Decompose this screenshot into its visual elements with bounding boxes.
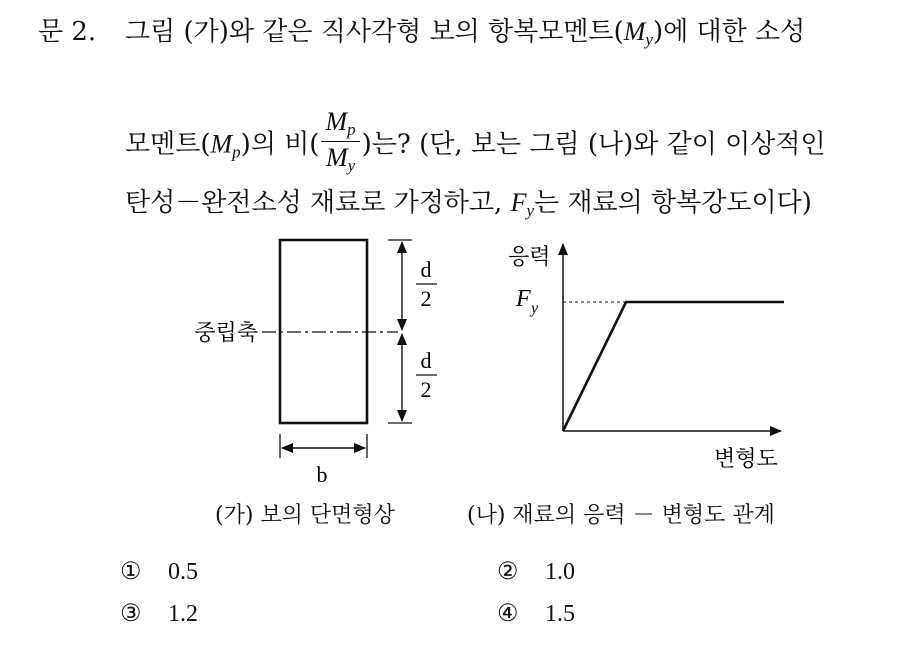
denominator-symbol: M (325, 143, 348, 172)
question-text: 는 재료의 항복강도이다) (534, 188, 812, 218)
yield-stress-subscript: y (531, 300, 539, 317)
question-text: )에 대한 소성 (652, 17, 806, 47)
upper-d-label: d (420, 257, 432, 282)
option-3-value: 1.2 (168, 601, 198, 627)
option-3-mark: ③ (120, 601, 142, 627)
plastic-moment-symbol: M (210, 129, 233, 159)
yield-strength-symbol: F (510, 188, 527, 217)
elastic-perfectly-plastic-curve (563, 302, 784, 431)
strain-axis-label: 변형도 (714, 447, 778, 472)
figure-b-stress-strain (508, 244, 784, 472)
upper-two-label: 2 (420, 286, 432, 311)
option-4-mark: ④ (497, 601, 519, 627)
stress-axis-label: 응력 (508, 245, 551, 270)
yield-stress-symbol: F (516, 286, 531, 312)
numerator-subscript: p (347, 120, 356, 139)
option-2-mark: ② (497, 559, 519, 585)
figure-b-caption: (나) 재료의 응력 － 변형도 관계 (467, 503, 775, 528)
figure-a-caption: (가) 보의 단면형상 (215, 503, 395, 528)
yield-strength-subscript: y (526, 201, 535, 220)
question-number: 문 2. (38, 17, 97, 47)
option-1[interactable] (120, 557, 198, 586)
option-2[interactable] (497, 557, 575, 586)
width-label: b (316, 462, 328, 487)
lower-d-label: d (420, 348, 432, 373)
option-3[interactable] (120, 599, 198, 628)
numerator-symbol: M (325, 107, 348, 136)
figure-a-cross-section (194, 240, 437, 487)
question-text: 그림 (가)와 같은 직사각형 보의 항복모멘트( (125, 17, 624, 47)
yield-moment-subscript: y (645, 30, 653, 49)
denominator-subscript: y (347, 156, 356, 175)
plastic-moment-subscript: p (232, 142, 241, 162)
lower-two-label: 2 (420, 377, 432, 402)
option-4[interactable] (497, 599, 575, 628)
neutral-axis-label: 중립축 (194, 321, 258, 346)
option-1-mark: ① (120, 559, 142, 585)
question-text: 탄성－완전소성 재료로 가정하고, (125, 188, 511, 218)
question-text: )의 비( (240, 129, 320, 160)
question-text: )는? (단, 보는 그림 (나)와 같이 이상적인 (361, 129, 826, 160)
option-1-value: 0.5 (168, 559, 198, 585)
question-text: 모멘트( (125, 129, 211, 160)
yield-moment-symbol: M (623, 17, 646, 46)
option-2-value: 1.0 (545, 559, 575, 585)
option-4-value: 1.5 (545, 601, 575, 627)
